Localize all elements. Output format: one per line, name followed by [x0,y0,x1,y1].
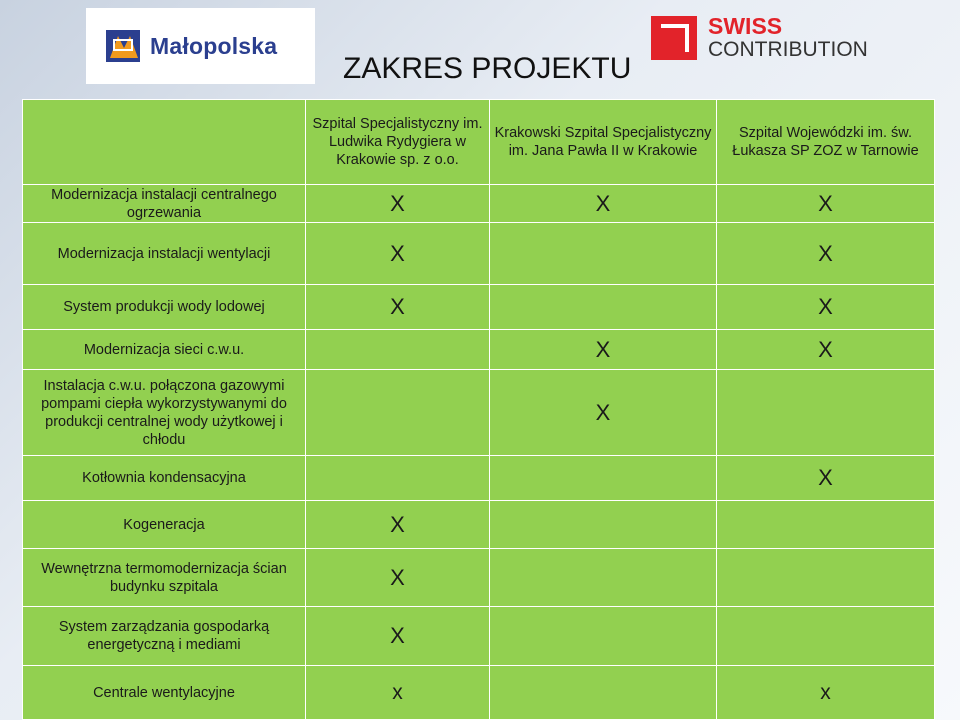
mark-cell: X [306,285,490,330]
mark-cell: X [306,549,490,607]
mark-cell: X [490,185,717,223]
mark-cell [490,666,717,720]
malopolska-emblem-icon [104,26,144,66]
mark-cell: X [490,370,717,456]
table-row [23,666,935,720]
header-corner-cell [23,100,306,185]
table-row [23,501,935,549]
mark-cell [490,285,717,330]
row-label: Centrale wentylacyjne [23,666,306,720]
mark-cell [490,223,717,285]
project-scope-table [22,99,935,720]
mark-cell: X [717,330,935,370]
table-row [23,285,935,330]
mark-cell [717,370,935,456]
table-row [23,370,935,456]
row-label: System zarządzania gospodarką energetyczną i mediami [23,607,306,666]
mark-cell: X [306,223,490,285]
slide-title: ZAKRES PROJEKTU [343,52,632,85]
mark-cell: X [306,607,490,666]
column-header-tarnow: Szpital Wojewódzki im. św. Łukasza SP ZOZ w Tarnowie [717,100,935,185]
row-label: System produkcji wody lodowej [23,285,306,330]
mark-cell: X [306,185,490,223]
table-row [23,456,935,501]
table-row [23,223,935,285]
column-header-jana-pawla: Krakowski Szpital Specjalistyczny im. Jana Pawła II w Krakowie [490,100,717,185]
mark-cell [490,607,717,666]
row-label: Wewnętrzna termomodernizacja ścian budynku szpitala [23,549,306,607]
malopolska-wordmark: Małopolska [150,32,278,59]
column-header-rydygier: Szpital Specjalistyczny im. Ludwika Rydygiera w Krakowie sp. z o.o. [306,100,490,185]
mark-cell: X [717,285,935,330]
row-label: Modernizacja instalacji wentylacji [23,223,306,285]
mark-cell: X [717,185,935,223]
contribution-wordmark: CONTRIBUTION [708,38,868,61]
malopolska-logo [86,8,315,84]
mark-cell [717,549,935,607]
mark-cell [306,370,490,456]
table-row [23,549,935,607]
swiss-flag-icon [651,16,697,60]
swiss-contribution-logo [651,14,891,64]
row-label: Modernizacja instalacji centralnego ogrzewania [23,185,306,223]
mark-cell: x [306,666,490,720]
mark-cell: x [717,666,935,720]
mark-cell: X [717,456,935,501]
mark-cell [490,501,717,549]
row-label: Kotłownia kondensacyjna [23,456,306,501]
header-row [23,100,935,185]
table-row [23,330,935,370]
mark-cell [490,456,717,501]
mark-cell [306,456,490,501]
mark-cell: X [490,330,717,370]
table-row [23,607,935,666]
table-row [23,185,935,223]
row-label: Modernizacja sieci c.w.u. [23,330,306,370]
row-label: Kogeneracja [23,501,306,549]
mark-cell: X [717,223,935,285]
mark-cell: X [306,501,490,549]
mark-cell [717,501,935,549]
mark-cell [717,607,935,666]
mark-cell [490,549,717,607]
row-label: Instalacja c.w.u. połączona gazowymi pompami ciepła wykorzystywanymi do produkcji centralnej wody użytkowej i chłodu [23,370,306,456]
mark-cell [306,330,490,370]
swiss-wordmark: SWISS [708,13,783,39]
